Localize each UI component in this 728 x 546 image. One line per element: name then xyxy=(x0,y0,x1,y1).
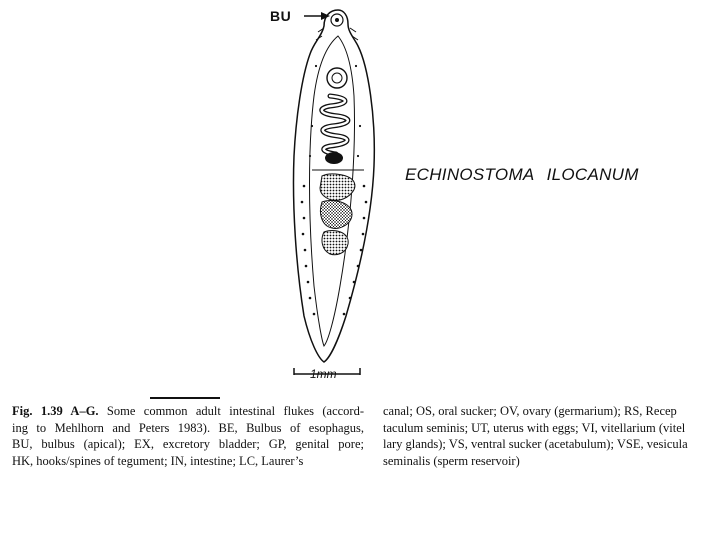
scale-bar-label: 1mm xyxy=(310,367,337,381)
caption-line: HK, hooks/spines of tegument; IN, intestine; LC, Laurer’s xyxy=(12,453,304,468)
caption-line: seminalis (sperm reservoir) xyxy=(383,453,520,468)
figure-number: Fig. 1.39 A–G. xyxy=(12,404,99,418)
genus-name: ECHINOSTOMA xyxy=(405,165,535,184)
caption-line: ing to Mehlhorn and Peters 1983). BE, Bulbus of esophagus, xyxy=(12,420,364,435)
caption-left-column xyxy=(12,403,364,469)
caption-divider xyxy=(150,397,220,399)
caption-line: BU, bulbus (apical); EX, excretory bladder; GP, genital pore; xyxy=(12,437,364,451)
caption-right-column xyxy=(383,403,728,469)
caption-line: Fig. 1.39 A–G. Some common adult intestinal flukes (accord- xyxy=(12,404,365,418)
caption-line: lary glands); VS, ventral sucker (acetabulum); VSE, vesicula xyxy=(383,437,688,451)
caption-line: taculum seminis; UT, uterus with eggs; VI, vitellarium (vitel xyxy=(383,420,686,435)
species-name xyxy=(405,165,651,185)
fluke-illustration xyxy=(260,6,430,376)
species-epithet: ILOCANUM xyxy=(546,165,639,184)
bu-label: BU xyxy=(270,8,292,24)
caption-line: canal; OS, oral sucker; OV, ovary (germarium); RS, Recep xyxy=(383,404,677,418)
